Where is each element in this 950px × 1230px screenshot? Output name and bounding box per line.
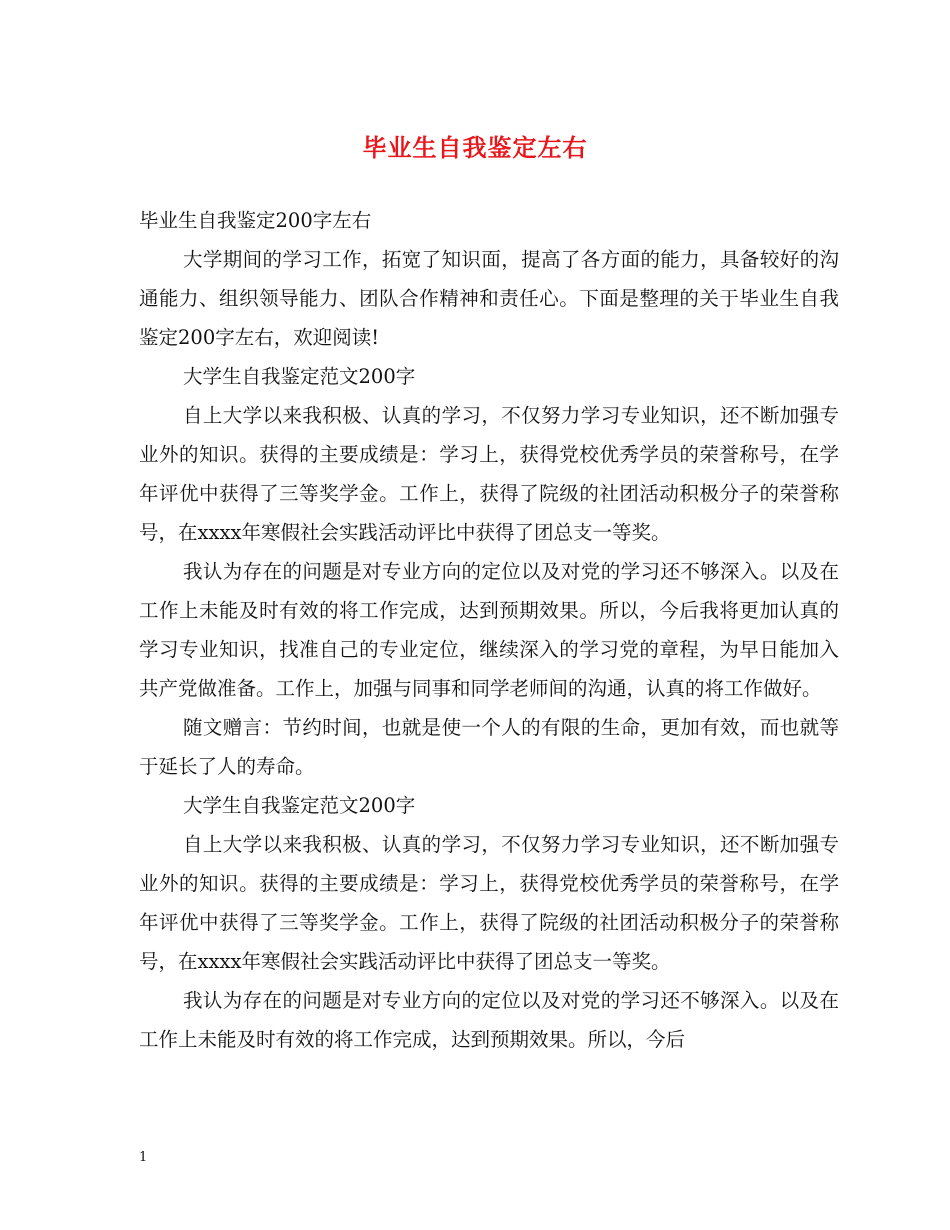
document-body: [139, 201, 839, 1059]
paragraph-intro: 大学期间的学习工作，拓宽了知识面，提高了各方面的能力，具备较好的沟通能力、组织领导能力、团队合作精神和责任心。下面是整理的关于毕业生自我鉴定200字左右，欢迎阅读!: [139, 248, 839, 349]
paragraph-achievements-2: 自上大学以来我积极、认真的学习，不仅努力学习专业知识，还不断加强专业外的知识。获得的主要成绩是：学习上，获得党校优秀学员的荣誉称号，在学年评优中获得了三等奖学金。工作上，获得了院级的社团活动积极分子的荣誉称号，在xxxx年寒假社会实践活动评比中获得了团总支一等奖。: [139, 833, 839, 973]
paragraph-achievements-1: 自上大学以来我积极、认真的学习，不仅努力学习专业知识，还不断加强专业外的知识。获得的主要成绩是：学习上，获得党校优秀学员的荣誉称号，在学年评优中获得了三等奖学金。工作上，获得了院级的社团活动积极分子的荣誉称号，在xxxx年寒假社会实践活动评比中获得了团总支一等奖。: [139, 404, 839, 544]
document-subtitle: 毕业生自我鉴定200字左右: [139, 209, 372, 232]
document-title: 毕业生自我鉴定左右: [362, 134, 588, 162]
page-number: 1: [139, 1150, 148, 1165]
section-heading-2: 大学生自我鉴定范文200字: [183, 794, 416, 817]
paragraph-problems-2: 我认为存在的问题是对专业方向的定位以及对党的学习还不够深入。以及在工作上未能及时有效的将工作完成，达到预期效果。所以，今后: [139, 989, 839, 1051]
paragraph-problems-1: 我认为存在的问题是对专业方向的定位以及对党的学习还不够深入。以及在工作上未能及时有效的将工作完成，达到预期效果。所以，今后我将更加认真的学习专业知识，找准自己的专业定位，继续深入的学习党的章程，为早日能加入共产党做准备。工作上，加强与同事和同学老师间的沟通，认真的将工作做好。: [139, 560, 839, 700]
section-heading-1: 大学生自我鉴定范文200字: [183, 365, 416, 388]
paragraph-quote: 随文赠言：节约时间，也就是使一个人的有限的生命，更加有效，而也就等于延长了人的寿命。: [139, 716, 839, 778]
